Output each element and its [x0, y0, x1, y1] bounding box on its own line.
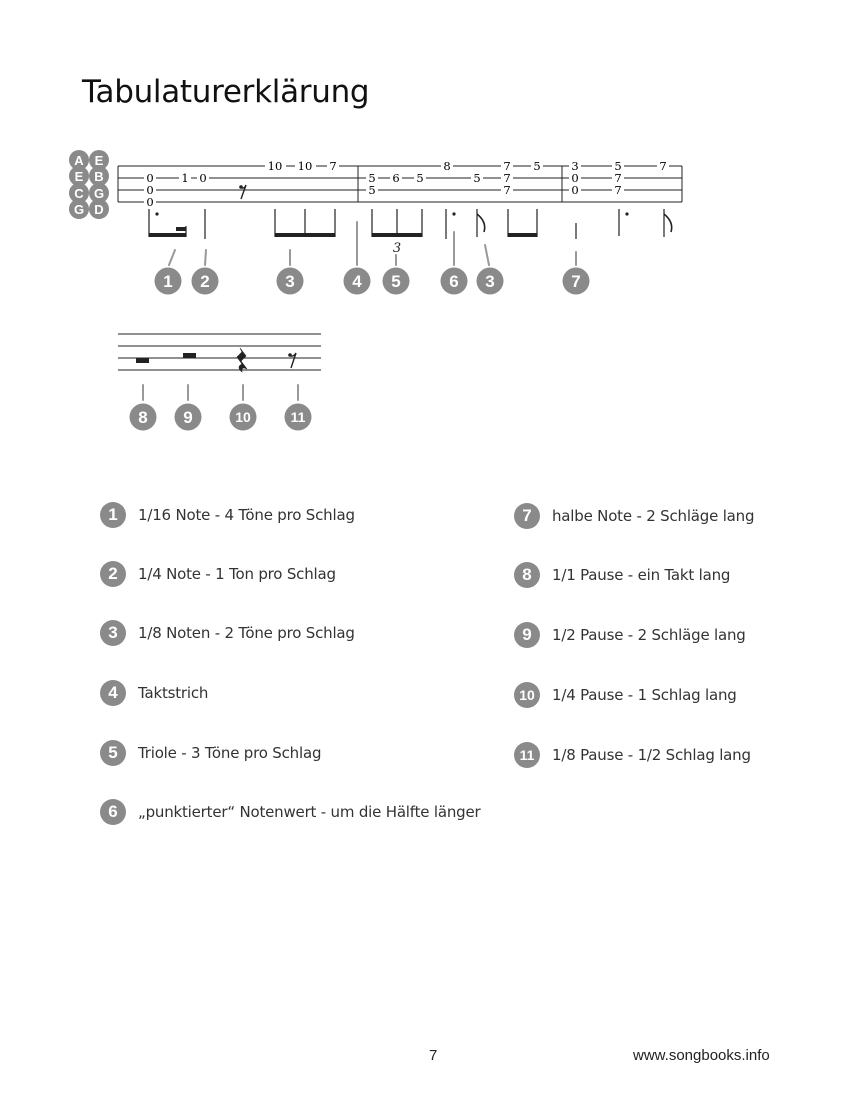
legend-badge: 6 [100, 799, 126, 825]
triplet-label: 3 [392, 241, 402, 256]
fret-number: 5 [368, 183, 376, 197]
tuning-right-label: E [94, 153, 104, 168]
tuning-right-label: D [94, 202, 104, 217]
tuning-left-label: G [73, 202, 85, 217]
legend-badge: 3 [100, 620, 126, 646]
tab-diagram [0, 0, 850, 480]
fret-number: 7 [614, 171, 622, 185]
website-url: www.songbooks.info [633, 1047, 770, 1064]
legend-item [100, 501, 355, 529]
fret-number: 3 [571, 159, 579, 173]
fret-number: 7 [659, 159, 667, 173]
fret-number: 0 [146, 183, 154, 197]
legend-badge: 7 [514, 503, 540, 529]
marker-number: 9 [183, 408, 193, 427]
eighth-rest-in-staff [239, 185, 246, 199]
legend-badge: 9 [514, 622, 540, 648]
legend-text: 1/4 Pause - 1 Schlag lang [552, 686, 737, 704]
page-title: Tabulaturerklärung [82, 74, 370, 110]
marker-number: 3 [485, 272, 495, 291]
legend-item [100, 619, 355, 647]
quarter-rest [237, 348, 247, 372]
rhythm-notation [149, 209, 672, 239]
fret-number: 0 [146, 171, 154, 185]
fret-number: 5 [368, 171, 376, 185]
legend-item [100, 560, 336, 588]
legend-text: Taktstrich [138, 684, 209, 702]
legend-badge: 5 [100, 740, 126, 766]
rest-connectors [143, 385, 298, 400]
legend-badge: 1 [100, 502, 126, 528]
fret-number: 7 [614, 183, 622, 197]
half-rest [183, 353, 196, 358]
marker-number: 2 [200, 272, 210, 291]
legend-item [100, 679, 208, 707]
legend-text: „punktierter“ Notenwert - um die Hälfte länger [138, 803, 481, 821]
legend-item [514, 502, 754, 530]
fret-number: 7 [503, 183, 511, 197]
legend-badge: 2 [100, 561, 126, 587]
fret-number: 0 [571, 183, 579, 197]
fret-number: 1 [181, 171, 189, 185]
legend-item [100, 739, 321, 767]
fret-number: 7 [503, 159, 511, 173]
rest-staff [118, 334, 321, 370]
marker-number: 11 [290, 409, 306, 425]
fret-number: 8 [443, 159, 451, 173]
fret-number: 10 [267, 159, 283, 173]
legend-item [514, 681, 737, 709]
legend-text: 1/8 Noten - 2 Töne pro Schlag [138, 624, 355, 642]
rest-markers [130, 404, 312, 431]
fret-number: 6 [392, 171, 400, 185]
tab-markers [155, 268, 590, 295]
marker-number: 5 [391, 272, 401, 291]
legend-badge: 8 [514, 562, 540, 588]
fret-number: 5 [473, 171, 481, 185]
legend-item [514, 741, 751, 769]
legend-text: 1/1 Pause - ein Takt lang [552, 566, 731, 584]
fret-number: 5 [416, 171, 424, 185]
tuning-cluster [69, 150, 109, 219]
marker-number: 6 [449, 272, 459, 291]
fret-number: 0 [146, 195, 154, 209]
fret-number: 5 [533, 159, 541, 173]
marker-number: 4 [352, 272, 362, 291]
legend-item [514, 561, 730, 589]
tuning-left-label: A [74, 153, 84, 168]
marker-number: 10 [235, 409, 251, 425]
legend-badge: 11 [514, 742, 540, 768]
legend-item [100, 798, 480, 826]
legend-item [514, 621, 746, 649]
tuning-left-label: E [74, 169, 84, 184]
rest-symbols [136, 348, 296, 372]
marker-number: 8 [138, 408, 148, 427]
whole-rest [136, 358, 149, 363]
tuning-right-label: B [94, 169, 104, 184]
tuning-left-label: C [74, 186, 84, 201]
legend-badge: 10 [514, 682, 540, 708]
fret-number: 0 [199, 171, 207, 185]
page-number: 7 [429, 1047, 438, 1064]
marker-number: 1 [163, 272, 173, 291]
fret-number: 10 [297, 159, 313, 173]
marker-number: 7 [571, 272, 581, 291]
eighth-rest [288, 353, 296, 368]
legend-text: Triole - 3 Töne pro Schlag [138, 744, 322, 762]
measure-1-frets [144, 159, 339, 209]
legend-badge: 4 [100, 680, 126, 706]
legend [0, 500, 850, 840]
fret-number: 5 [614, 159, 622, 173]
legend-text: 1/2 Pause - 2 Schläge lang [552, 626, 746, 644]
marker-number: 3 [285, 272, 295, 291]
legend-text: 1/4 Note - 1 Ton pro Schlag [138, 565, 336, 583]
fret-number: 0 [571, 171, 579, 185]
tuning-right-label: G [93, 186, 105, 201]
legend-text: halbe Note - 2 Schläge lang [552, 507, 755, 525]
fret-number: 7 [503, 171, 511, 185]
fret-number: 7 [329, 159, 337, 173]
legend-text: 1/16 Note - 4 Töne pro Schlag [138, 506, 355, 524]
legend-text: 1/8 Pause - 1/2 Schlag lang [552, 746, 751, 764]
